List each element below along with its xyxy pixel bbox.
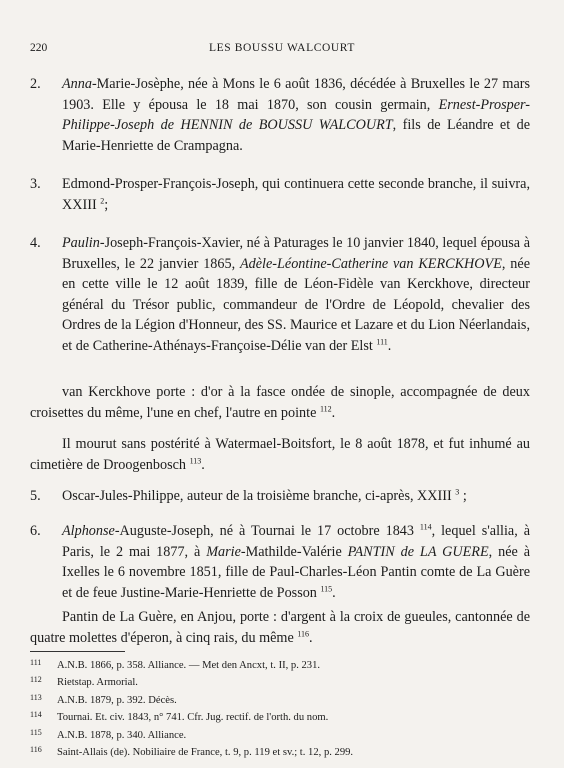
text-run: , née à Ixelles le 6 novembre 1851, fille de Paul-Charles-Léon Pantin comte de La Guère et de feue Justine-Marie-Henriette de Posson: [62, 543, 530, 601]
text-run: -Marie-Josèphe, née à Mons le 6 août 1836, décédée à Bruxelles le 27 mars 1903. Elle y épousa le 18 mai 1870, son cousin germain,: [62, 76, 530, 113]
footnote-number: 115: [30, 727, 42, 737]
entry-6: [30, 521, 530, 603]
footnote-rule: [30, 651, 125, 652]
text-run: Edmond-Prosper-François-Joseph, qui continuera cette seconde branche, il suivra, XXIII: [62, 176, 530, 213]
text-run: .: [309, 629, 313, 646]
entry-number: 2.: [30, 76, 41, 92]
footnote: [30, 708, 530, 725]
paragraph-arms-kerckhove: [30, 382, 530, 423]
text-run: , fils de Léandre et de Marie-Henriette de Crampagna.: [62, 117, 530, 154]
footnote-text: A.N.B. 1879, p. 392. Décès.: [57, 694, 177, 706]
footnote-text: A.N.B. 1866, p. 358. Alliance. — Met den Ancxt, t. II, p. 231.: [57, 660, 321, 671]
entry-number: 6.: [30, 523, 41, 539]
footnote: [30, 743, 530, 760]
footnote-number: 114: [30, 710, 42, 720]
footnote-ref: 114: [419, 522, 432, 532]
text-run: ;: [459, 488, 467, 504]
footnote-ref: 3: [455, 487, 460, 497]
text-run: Oscar-Jules-Philippe, auteur de la troisième branche, ci-après, XXIII: [62, 488, 456, 504]
entry-text: [62, 521, 530, 603]
footnote: [30, 673, 530, 690]
entry-4: [30, 233, 530, 356]
text-run: , lequel s'allia, à Paris, le 2 mai 1877, à: [62, 523, 530, 560]
text-run: , née en cette ville le 12 août 1839, fille de Léon-Fidèle van Kerckhove, directeur général du Trésor public, commandeur de l'Ordre de Léopold, chevalier des Ordres de la Légion d'Honneur, des SS. Maurice et Lazare et du Lion Néerlandais, et de Catherine-Athénays-Françoise-Délie van der Elst: [62, 255, 530, 354]
footnote-text: Saint-Allais (de). Nobiliaire de France, t. 9, p. 119 et sv.; t. 12, p. 299.: [57, 747, 354, 759]
text-run: ;: [104, 196, 109, 213]
name-italic: Paulin: [62, 235, 100, 251]
text-run: .: [201, 456, 205, 473]
footnote-number: 113: [30, 692, 42, 702]
text-run: van Kerckhove porte : d'or à la fasce ondée de sinople, accompagnée de deux croisettes du même, l'une en chef, l'autre en pointe: [30, 384, 530, 421]
footnote-ref: 112: [319, 403, 332, 413]
footnote: [30, 691, 530, 708]
footnote-text: A.N.B. 1878, p. 340. Alliance.: [57, 729, 187, 741]
entry-text: [62, 74, 530, 156]
text-run: -Mathilde-Valérie: [240, 543, 348, 560]
footnote-ref: 113: [189, 455, 202, 465]
text-run: Pantin de La Guère, en Anjou, porte : d'argent à la croix de gueules, cantonnée de quatre molettes d'éperon, à cinq rais, du même: [30, 609, 530, 646]
footnote-ref: 2: [100, 195, 105, 205]
name-italic: PANTIN de LA GUERE: [347, 543, 489, 560]
footnote-number: 111: [30, 658, 42, 667]
entry-3: [30, 174, 530, 215]
footnote-text: Rietstap. Armorial.: [57, 677, 138, 689]
name-italic: Alphonse: [62, 523, 115, 539]
text-run: Il mourut sans postérité à Watermael-Boitsfort, le 8 août 1878, et fut inhumé au cimetière de Droogenbosch: [30, 436, 530, 473]
text-run: -Joseph-François-Xavier, né à Paturages le 10 janvier 1840, lequel épousa à Bruxelles, le 22 janvier 1865,: [62, 235, 530, 272]
paragraph-arms-pantin: [30, 607, 530, 648]
entry-number: 4.: [30, 235, 41, 251]
text-run: .: [332, 584, 336, 601]
paragraph-death: [30, 434, 530, 475]
footnote-text: Tournai. Et. civ. 1843, n° 741. Cfr. Jug. rectif. de l'orth. du nom.: [57, 712, 329, 724]
name-italic: Ernest-Prosper-Philippe-Joseph de HENNIN de BOUSSU WALCOURT: [62, 96, 530, 133]
footnote-number: 112: [30, 675, 42, 685]
name-italic: Anna: [62, 76, 92, 92]
entry-2: [30, 74, 530, 156]
name-italic: Marie: [206, 543, 241, 560]
footnote: [30, 726, 530, 743]
entry-text: [62, 486, 530, 507]
text-run: .: [331, 404, 336, 421]
text-run: .: [387, 337, 392, 354]
footnote-number: 116: [30, 745, 42, 755]
footnote-ref: 111: [376, 336, 388, 346]
text-run: -Auguste-Joseph, né à Tournai le 17 octobre 1843: [114, 523, 420, 539]
entry-text: [62, 233, 530, 356]
footnote-ref: 115: [320, 583, 333, 593]
entry-number: 3.: [30, 176, 41, 192]
name-italic: Adèle-Léontine-Catherine van KERCKHOVE: [239, 255, 502, 272]
footnote-ref: 116: [297, 628, 310, 638]
running-head: LES BOUSSU WALCOURT: [209, 42, 355, 54]
footnote: [30, 656, 530, 673]
page-header: [30, 42, 534, 58]
page-number: 220: [30, 42, 48, 54]
entry-text: [62, 174, 530, 215]
entry-5: [30, 486, 530, 507]
footnotes: [30, 656, 530, 760]
entry-number: 5.: [30, 488, 41, 504]
